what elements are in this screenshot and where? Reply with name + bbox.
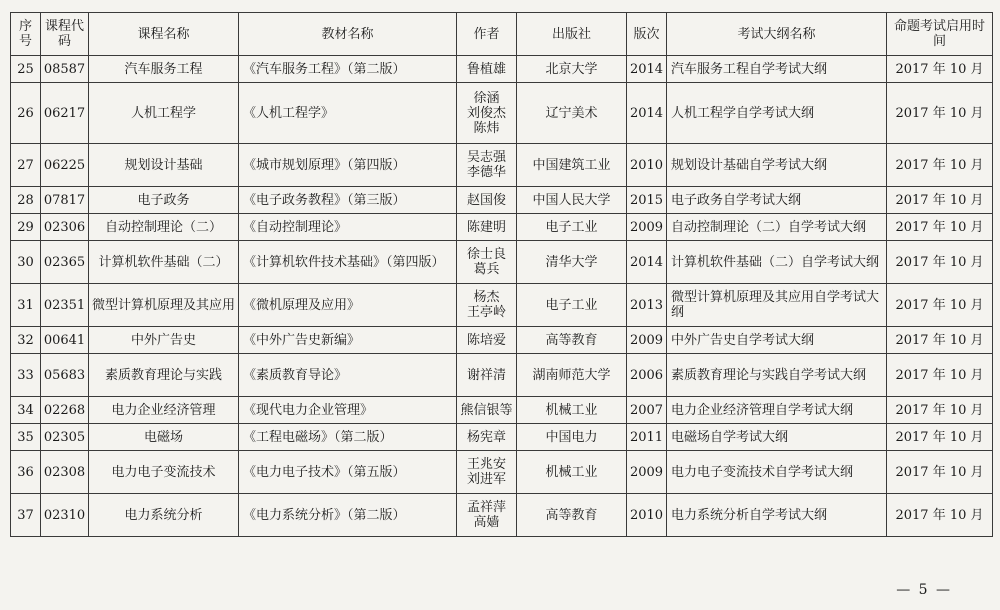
cell-edition: 2014 bbox=[627, 83, 667, 144]
cell-start: 2017 年 10 月 bbox=[887, 144, 993, 187]
cell-publisher: 电子工业 bbox=[517, 284, 627, 327]
cell-publisher: 北京大学 bbox=[517, 56, 627, 83]
cell-course: 人机工程学 bbox=[89, 83, 239, 144]
cell-code: 02365 bbox=[41, 241, 89, 284]
cell-start: 2017 年 10 月 bbox=[887, 397, 993, 424]
cell-textbook: 《中外广告史新编》 bbox=[239, 327, 457, 354]
cell-publisher: 辽宁美术 bbox=[517, 83, 627, 144]
cell-start: 2017 年 10 月 bbox=[887, 187, 993, 214]
cell-syllabus: 微型计算机原理及其应用自学考试大纲 bbox=[667, 284, 887, 327]
cell-author: 谢祥清 bbox=[457, 354, 517, 397]
cell-start: 2017 年 10 月 bbox=[887, 327, 993, 354]
cell-author: 王兆安 刘进军 bbox=[457, 451, 517, 494]
cell-course: 计算机软件基础（二） bbox=[89, 241, 239, 284]
table-row bbox=[11, 284, 993, 327]
cell-start: 2017 年 10 月 bbox=[887, 451, 993, 494]
cell-syllabus: 计算机软件基础（二）自学考试大纲 bbox=[667, 241, 887, 284]
cell-no: 31 bbox=[11, 284, 41, 327]
cell-code: 02306 bbox=[41, 214, 89, 241]
header-textbook: 教材名称 bbox=[239, 13, 457, 56]
cell-code: 02268 bbox=[41, 397, 89, 424]
cell-publisher: 湖南师范大学 bbox=[517, 354, 627, 397]
cell-author: 鲁植雄 bbox=[457, 56, 517, 83]
header-code: 课程代码 bbox=[41, 13, 89, 56]
cell-no: 30 bbox=[11, 241, 41, 284]
cell-no: 29 bbox=[11, 214, 41, 241]
cell-edition: 2014 bbox=[627, 241, 667, 284]
table-header-row bbox=[11, 13, 993, 56]
table-row bbox=[11, 354, 993, 397]
cell-course: 素质教育理论与实践 bbox=[89, 354, 239, 397]
cell-start: 2017 年 10 月 bbox=[887, 284, 993, 327]
cell-textbook: 《人机工程学》 bbox=[239, 83, 457, 144]
cell-textbook: 《素质教育导论》 bbox=[239, 354, 457, 397]
cell-author: 杨宪章 bbox=[457, 424, 517, 451]
cell-syllabus: 规划设计基础自学考试大纲 bbox=[667, 144, 887, 187]
cell-author: 吴志强 李德华 bbox=[457, 144, 517, 187]
cell-course: 电力企业经济管理 bbox=[89, 397, 239, 424]
cell-no: 28 bbox=[11, 187, 41, 214]
cell-syllabus: 人机工程学自学考试大纲 bbox=[667, 83, 887, 144]
cell-publisher: 中国电力 bbox=[517, 424, 627, 451]
cell-start: 2017 年 10 月 bbox=[887, 424, 993, 451]
cell-textbook: 《工程电磁场》（第二版） bbox=[239, 424, 457, 451]
cell-edition: 2007 bbox=[627, 397, 667, 424]
cell-publisher: 机械工业 bbox=[517, 451, 627, 494]
cell-publisher: 机械工业 bbox=[517, 397, 627, 424]
table-row bbox=[11, 494, 993, 537]
cell-edition: 2010 bbox=[627, 144, 667, 187]
cell-syllabus: 中外广告史自学考试大纲 bbox=[667, 327, 887, 354]
cell-course: 自动控制理论（二） bbox=[89, 214, 239, 241]
cell-textbook: 《自动控制理论》 bbox=[239, 214, 457, 241]
cell-edition: 2010 bbox=[627, 494, 667, 537]
cell-code: 05683 bbox=[41, 354, 89, 397]
header-start: 命题考试启用时间 bbox=[887, 13, 993, 56]
cell-textbook: 《计算机软件技术基础》（第四版） bbox=[239, 241, 457, 284]
cell-author: 杨杰 王亭岭 bbox=[457, 284, 517, 327]
cell-no: 33 bbox=[11, 354, 41, 397]
cell-textbook: 《电子政务教程》（第三版） bbox=[239, 187, 457, 214]
header-author: 作者 bbox=[457, 13, 517, 56]
cell-no: 26 bbox=[11, 83, 41, 144]
cell-syllabus: 汽车服务工程自学考试大纲 bbox=[667, 56, 887, 83]
cell-code: 02308 bbox=[41, 451, 89, 494]
cell-textbook: 《现代电力企业管理》 bbox=[239, 397, 457, 424]
cell-code: 02305 bbox=[41, 424, 89, 451]
cell-start: 2017 年 10 月 bbox=[887, 241, 993, 284]
cell-publisher: 高等教育 bbox=[517, 494, 627, 537]
table-row bbox=[11, 56, 993, 83]
cell-textbook: 《电力系统分析》（第二版） bbox=[239, 494, 457, 537]
table-row bbox=[11, 397, 993, 424]
cell-author: 熊信银等 bbox=[457, 397, 517, 424]
cell-code: 02310 bbox=[41, 494, 89, 537]
cell-edition: 2009 bbox=[627, 214, 667, 241]
cell-code: 02351 bbox=[41, 284, 89, 327]
cell-course: 中外广告史 bbox=[89, 327, 239, 354]
cell-syllabus: 电子政务自学考试大纲 bbox=[667, 187, 887, 214]
cell-author: 陈建明 bbox=[457, 214, 517, 241]
cell-publisher: 高等教育 bbox=[517, 327, 627, 354]
table-row bbox=[11, 187, 993, 214]
course-table-sheet bbox=[10, 12, 992, 537]
cell-course: 电力系统分析 bbox=[89, 494, 239, 537]
cell-publisher: 电子工业 bbox=[517, 214, 627, 241]
cell-publisher: 中国人民大学 bbox=[517, 187, 627, 214]
cell-textbook: 《城市规划原理》（第四版） bbox=[239, 144, 457, 187]
cell-syllabus: 自动控制理论（二）自学考试大纲 bbox=[667, 214, 887, 241]
cell-syllabus: 电磁场自学考试大纲 bbox=[667, 424, 887, 451]
cell-course: 电磁场 bbox=[89, 424, 239, 451]
cell-no: 37 bbox=[11, 494, 41, 537]
header-no: 序号 bbox=[11, 13, 41, 56]
cell-no: 35 bbox=[11, 424, 41, 451]
cell-textbook: 《电力电子技术》（第五版） bbox=[239, 451, 457, 494]
cell-course: 电力电子变流技术 bbox=[89, 451, 239, 494]
table-row bbox=[11, 144, 993, 187]
header-course: 课程名称 bbox=[89, 13, 239, 56]
cell-edition: 2015 bbox=[627, 187, 667, 214]
cell-author: 徐士良 葛兵 bbox=[457, 241, 517, 284]
cell-no: 36 bbox=[11, 451, 41, 494]
table-row bbox=[11, 327, 993, 354]
table-body bbox=[11, 56, 993, 537]
cell-no: 25 bbox=[11, 56, 41, 83]
cell-course: 规划设计基础 bbox=[89, 144, 239, 187]
cell-code: 07817 bbox=[41, 187, 89, 214]
page-number: — 5 — bbox=[896, 582, 952, 598]
cell-edition: 2009 bbox=[627, 451, 667, 494]
cell-no: 32 bbox=[11, 327, 41, 354]
cell-course: 微型计算机原理及其应用 bbox=[89, 284, 239, 327]
header-syllabus: 考试大纲名称 bbox=[667, 13, 887, 56]
cell-syllabus: 电力电子变流技术自学考试大纲 bbox=[667, 451, 887, 494]
cell-textbook: 《微机原理及应用》 bbox=[239, 284, 457, 327]
cell-edition: 2009 bbox=[627, 327, 667, 354]
cell-code: 06217 bbox=[41, 83, 89, 144]
table-row bbox=[11, 241, 993, 284]
cell-publisher: 清华大学 bbox=[517, 241, 627, 284]
header-edition: 版次 bbox=[627, 13, 667, 56]
cell-edition: 2006 bbox=[627, 354, 667, 397]
cell-edition: 2013 bbox=[627, 284, 667, 327]
table-row bbox=[11, 451, 993, 494]
cell-code: 06225 bbox=[41, 144, 89, 187]
header-publisher: 出版社 bbox=[517, 13, 627, 56]
cell-edition: 2014 bbox=[627, 56, 667, 83]
cell-syllabus: 素质教育理论与实践自学考试大纲 bbox=[667, 354, 887, 397]
cell-start: 2017 年 10 月 bbox=[887, 83, 993, 144]
cell-course: 汽车服务工程 bbox=[89, 56, 239, 83]
cell-syllabus: 电力企业经济管理自学考试大纲 bbox=[667, 397, 887, 424]
table-row bbox=[11, 83, 993, 144]
table-row bbox=[11, 424, 993, 451]
cell-no: 27 bbox=[11, 144, 41, 187]
cell-code: 00641 bbox=[41, 327, 89, 354]
cell-start: 2017 年 10 月 bbox=[887, 354, 993, 397]
cell-course: 电子政务 bbox=[89, 187, 239, 214]
cell-no: 34 bbox=[11, 397, 41, 424]
cell-edition: 2011 bbox=[627, 424, 667, 451]
cell-author: 孟祥萍 高嫱 bbox=[457, 494, 517, 537]
cell-start: 2017 年 10 月 bbox=[887, 56, 993, 83]
cell-code: 08587 bbox=[41, 56, 89, 83]
cell-author: 陈培爱 bbox=[457, 327, 517, 354]
cell-publisher: 中国建筑工业 bbox=[517, 144, 627, 187]
cell-author: 徐涵 刘俊杰 陈炜 bbox=[457, 83, 517, 144]
cell-syllabus: 电力系统分析自学考试大纲 bbox=[667, 494, 887, 537]
course-table bbox=[10, 12, 993, 537]
cell-start: 2017 年 10 月 bbox=[887, 494, 993, 537]
table-row bbox=[11, 214, 993, 241]
cell-author: 赵国俊 bbox=[457, 187, 517, 214]
cell-start: 2017 年 10 月 bbox=[887, 214, 993, 241]
cell-textbook: 《汽车服务工程》（第二版） bbox=[239, 56, 457, 83]
